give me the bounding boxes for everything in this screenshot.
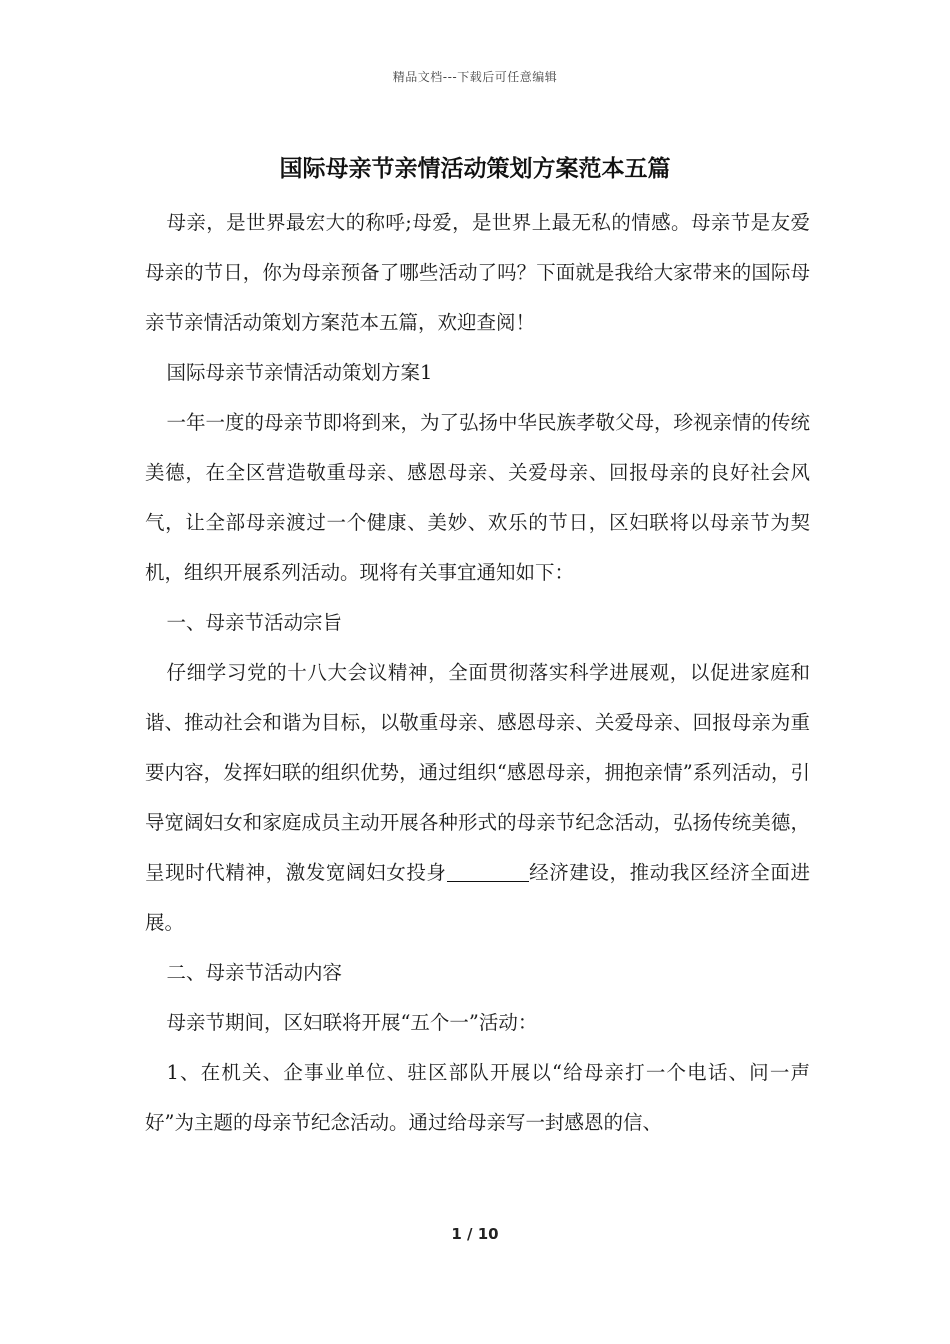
- activity-item-1: 1、在机关、企事业单位、驻区部队开展以“给母亲打一个电话、问一声好”为主题的母亲节纪念活动。通过给母亲写一封感恩的信、: [145, 1061, 810, 1134]
- intro-paragraph: 母亲，是世界最宏大的称呼;母爱，是世界上最无私的情感。母亲节是友爱母亲的节日，你为母亲预备了哪些活动了吗？下面就是我给大家带来的国际母亲节亲情活动策划方案范本五篇，欢迎查阅！: [145, 211, 810, 334]
- heading-purpose: 一、母亲节活动宗旨: [166, 611, 342, 634]
- section-paragraph: 一年一度的母亲节即将到来，为了弘扬中华民族孝敬父母，珍视亲情的传统美德，在全区营造敬重母亲、感恩母亲、关爱母亲、回报母亲的良好社会风气，让全部母亲渡过一个健康、美妙、欢乐的节日，区妇联将以母亲节为契机，组织开展系列活动。现将有关事宜通知如下：: [145, 411, 810, 584]
- document-title: 国际母亲节亲情活动策划方案范本五篇: [279, 155, 671, 182]
- section-title: 国际母亲节亲情活动策划方案1: [166, 361, 433, 384]
- purpose-text-after-blank: 经济建设，推动我区经济全面进展。: [145, 861, 810, 934]
- purpose-text-before-blank: 仔细学习党的十八大会议精神，全面贯彻落实科学进展观，以促进家庭和谐、推动社会和谐为目标，以敬重母亲、感恩母亲、关爱母亲、回报母亲为重要内容，发挥妇联的组织优势，通过组织“感恩母亲，拥抱亲情”系列活动，引导宽阔妇女和家庭成员主动开展各种形式的母亲节纪念活动，弘扬传统美德，呈现时代精神，激发宽阔妇女投身: [145, 661, 810, 884]
- header-note: 精品文档---下载后可任意编辑: [392, 70, 558, 84]
- activities-intro: 母亲节期间，区妇联将开展“五个一”活动：: [166, 1011, 538, 1034]
- document-body: [145, 198, 810, 1148]
- fill-in-blank: [447, 859, 529, 881]
- page-number: 1 / 10: [451, 1225, 499, 1243]
- heading-content: 二、母亲节活动内容: [166, 961, 342, 984]
- purpose-paragraph: [145, 648, 810, 948]
